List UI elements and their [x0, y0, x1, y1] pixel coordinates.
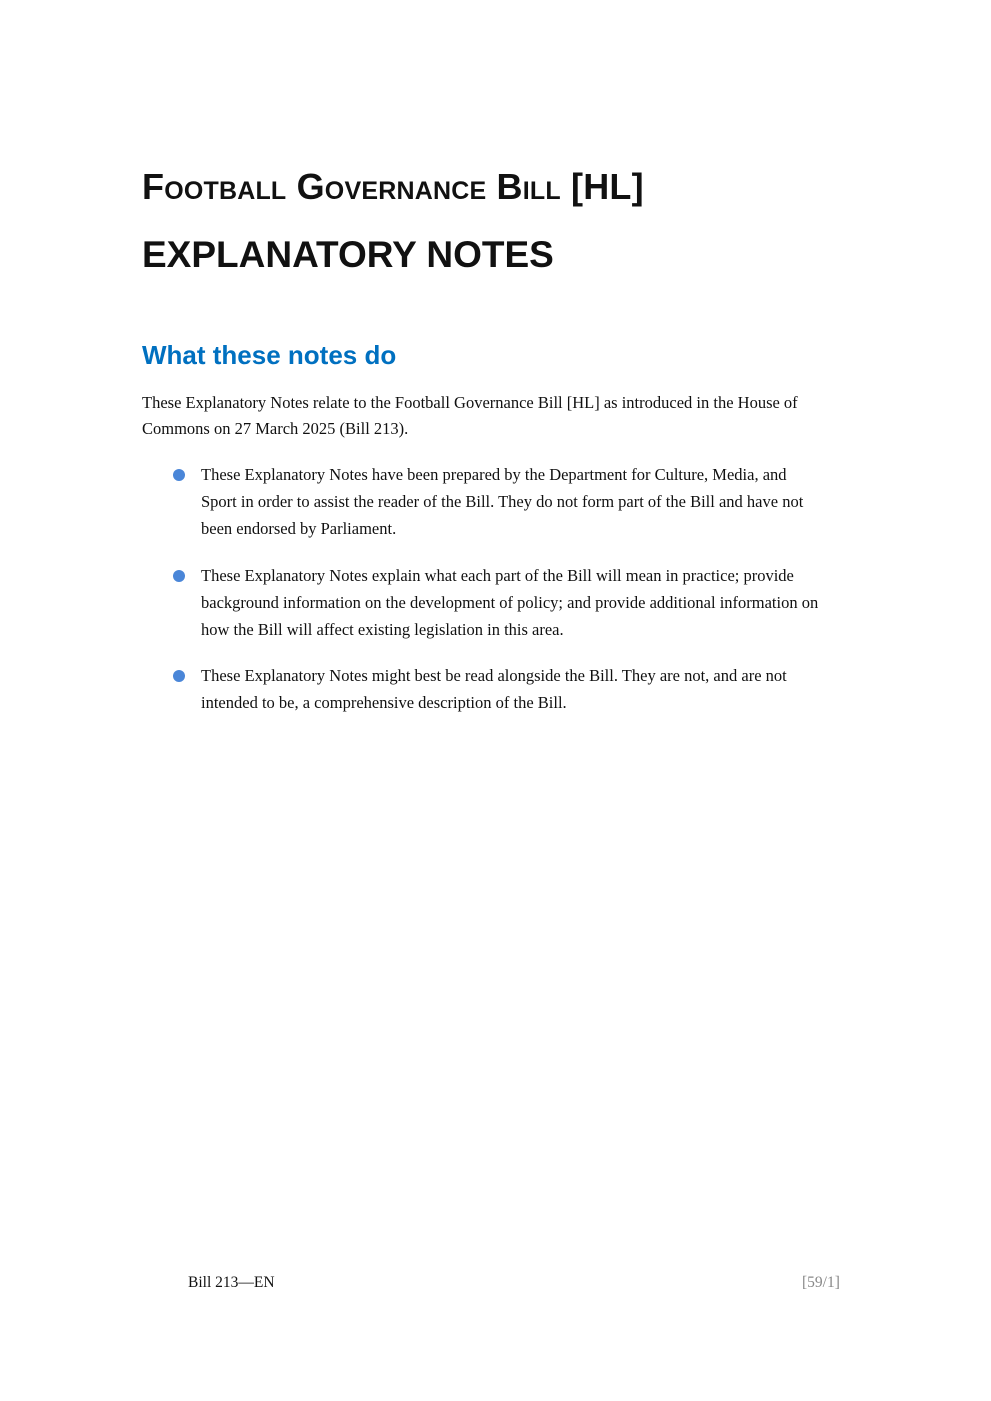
text-line: These Explanatory Notes have been prepared by the Department for Culture, Media, and: [201, 465, 787, 484]
text-line: intended to be, a comprehensive description of the Bill.: [201, 693, 567, 712]
document-title: Football Governance Bill [HL]: [142, 166, 644, 207]
intro-paragraph: [142, 390, 798, 442]
footer-bill-reference: Bill 213—EN: [188, 1274, 275, 1291]
section-heading: What these notes do: [142, 340, 397, 370]
bullet-icon: [173, 469, 185, 481]
text-line: These Explanatory Notes explain what each part of the Bill will mean in practice; provide: [201, 566, 794, 585]
text-line: Commons on 27 March 2025 (Bill 213).: [142, 419, 409, 438]
text-line: These Explanatory Notes relate to the Football Governance Bill [HL] as introduced in the House of: [142, 393, 798, 412]
text-line: Sport in order to assist the reader of the Bill. They do not form part of the Bill and have not: [201, 492, 804, 511]
bullet-icon: [173, 570, 185, 582]
bullet-item: [201, 461, 803, 542]
footer-print-reference: [59/1]: [802, 1274, 840, 1291]
bullet-item: [201, 662, 787, 716]
text-line: These Explanatory Notes might best be read alongside the Bill. They are not, and are not: [201, 666, 787, 685]
document-subtitle: EXPLANATORY NOTES: [142, 234, 554, 275]
bullet-icon: [173, 670, 185, 682]
text-line: been endorsed by Parliament.: [201, 519, 397, 538]
text-line: how the Bill will affect existing legislation in this area.: [201, 620, 564, 639]
text-line: background information on the development of policy; and provide additional information on: [201, 593, 819, 612]
bullet-item: [201, 562, 818, 643]
